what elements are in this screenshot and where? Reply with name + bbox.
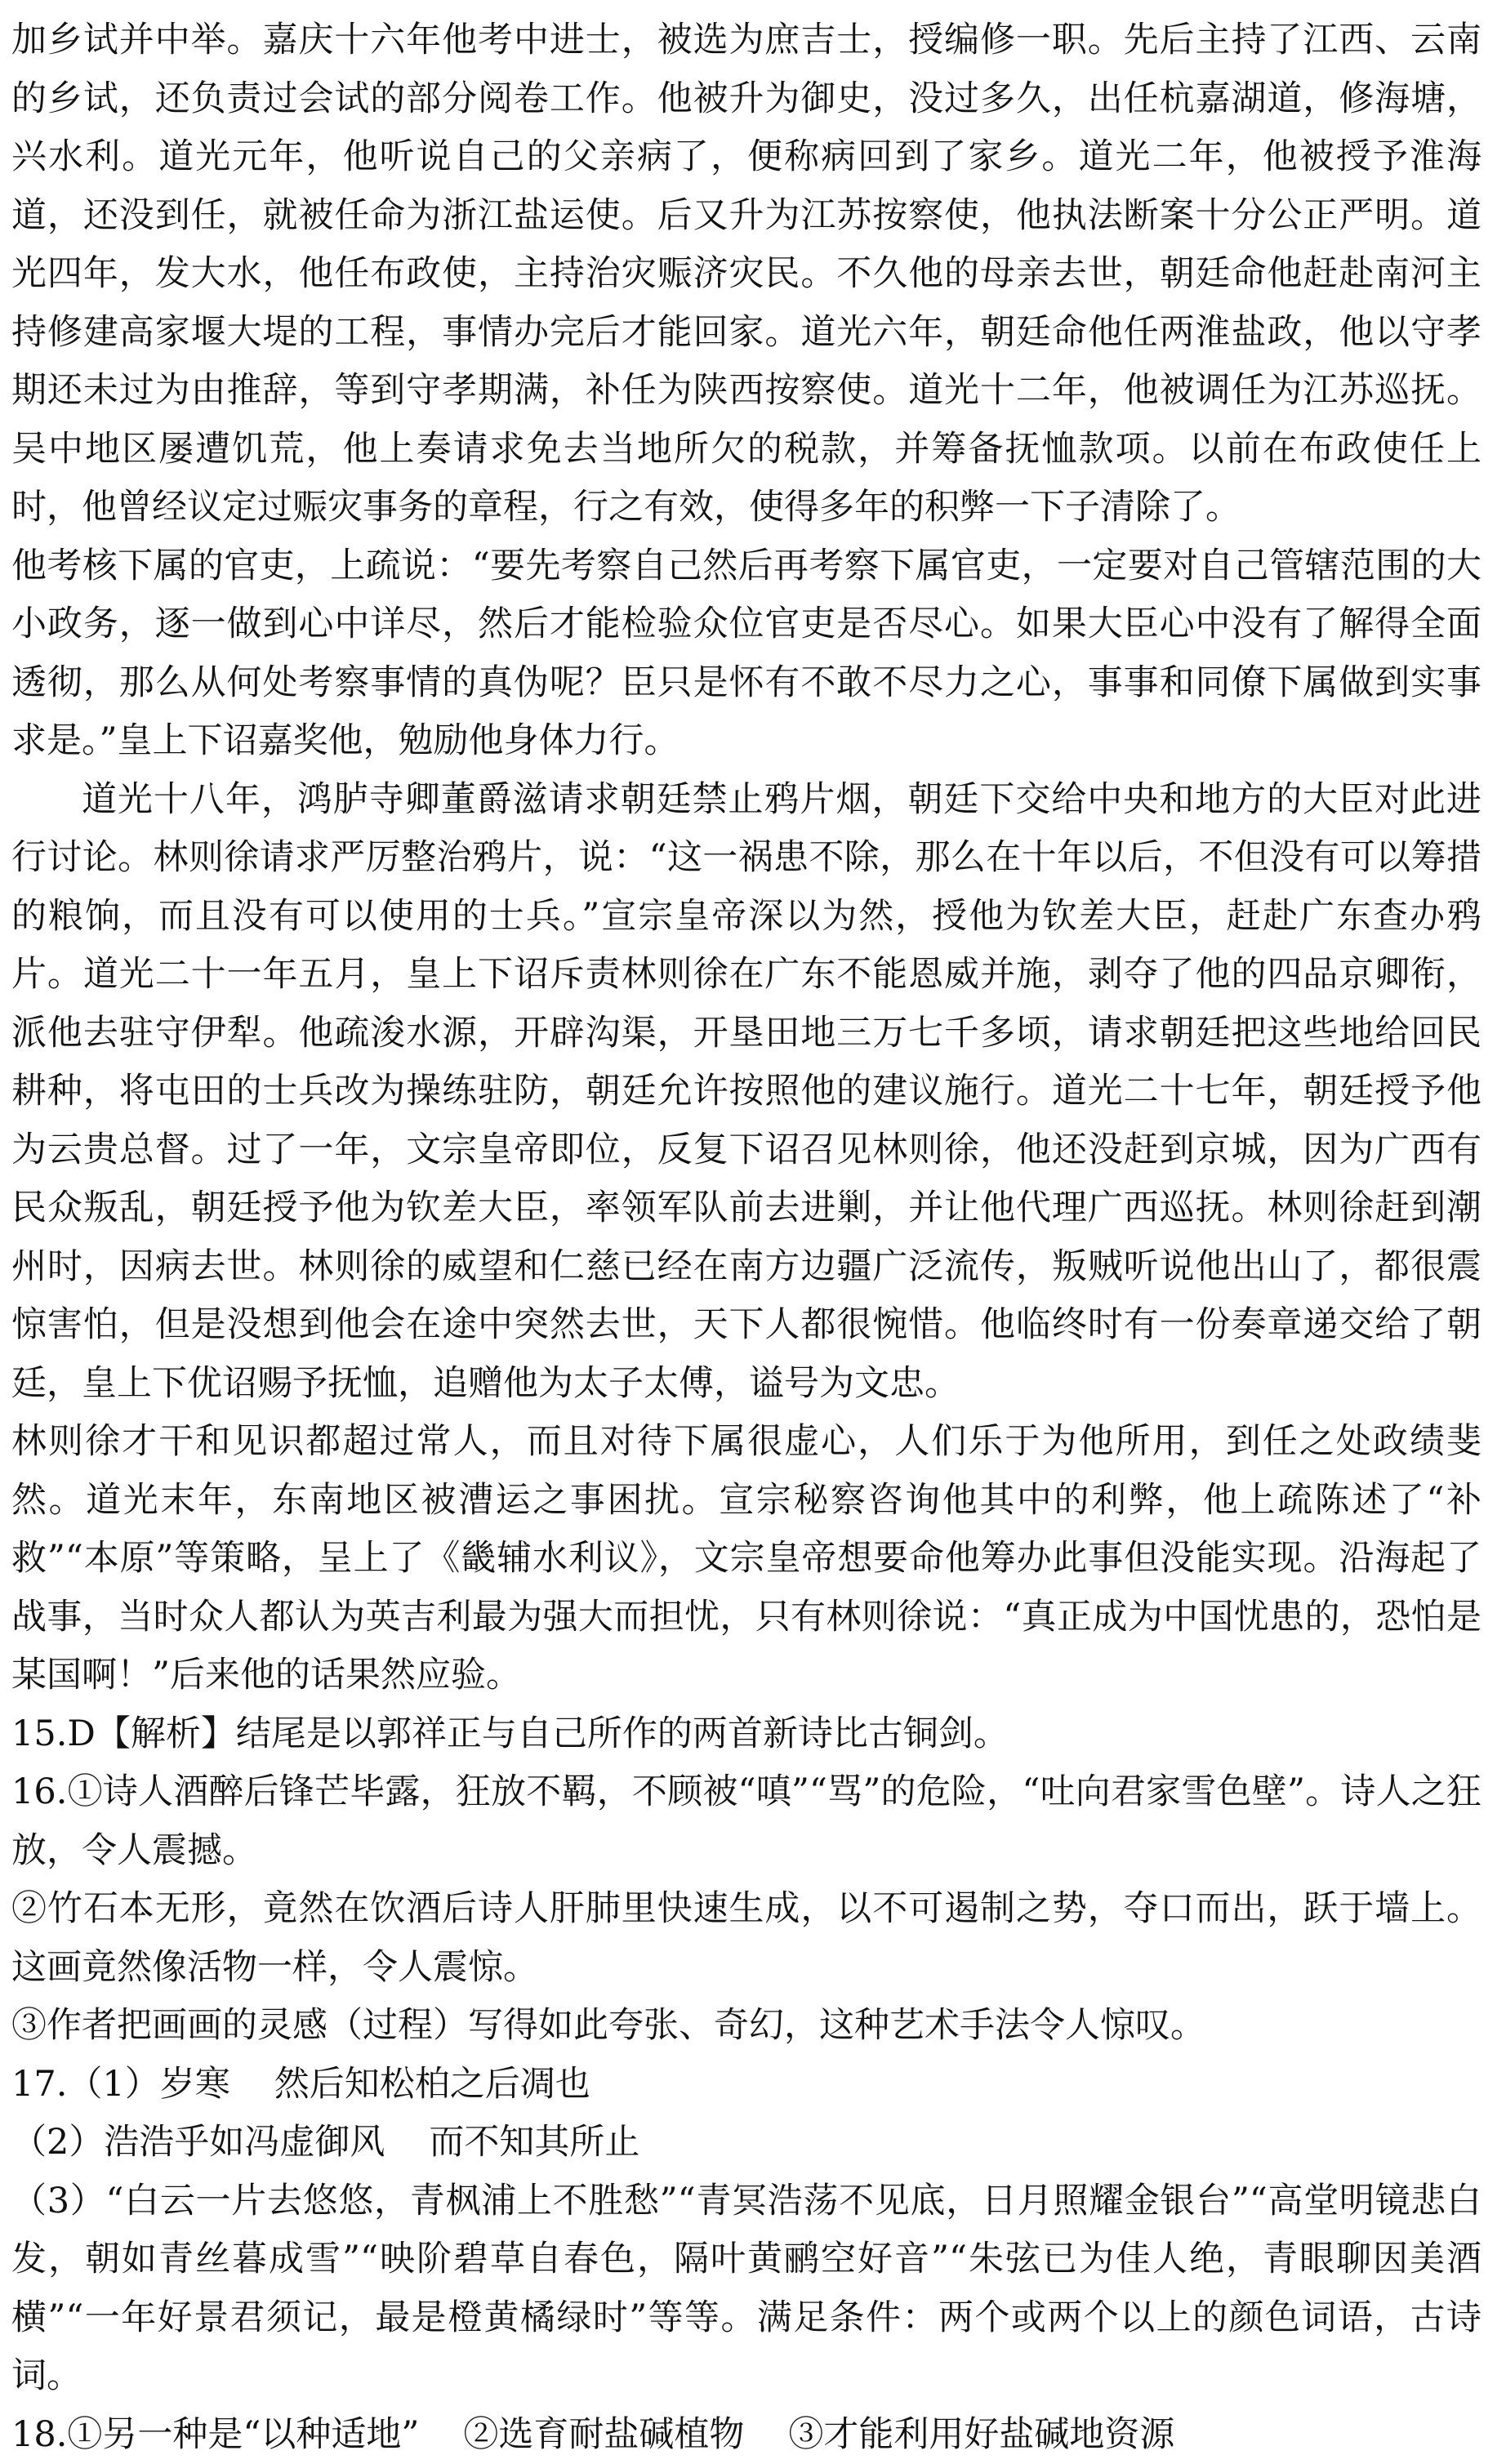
passage-paragraph-3: 道光十八年，鸿胪寺卿董爵滋请求朝廷禁止鸦片烟，朝廷下交给中央和地方的大臣对此进行讨论。林则徐请求严厉整治鸦片，说：“这一祸患不除，那么在十年以后，不但没有可以筹措的粮饷，而且没有可以使用的士兵。”宣宗皇帝深以为然，授他为钦差大臣，赶赴广东查办鸦片。道光二十一年五月，皇上下诏斥责林则徐在广东不能恩威并施，剥夺了他的四品京卿衔，派他去驻守伊犁。他疏浚水源，开辟沟渠，开垦田地三万七千多顷，请求朝廷把这些地给回民耕种，将屯田的士兵改为操练驻防，朝廷允许按照他的建议施行。道光二十七年，朝廷授予他为云贵总督。过了一年，文宗皇帝即位，反复下诏召见林则徐，他还没赶到京城，因为广西有民众叛乱，朝廷授予他为钦差大臣，率领军队前去进剿，并让他代理广西巡抚。林则徐赶到潮州时，因病去世。林则徐的威望和仁慈已经在南方边疆广泛流传，叛贼听说他出山了，都很震惊害怕，但是没想到他会在途中突然去世，天下人都很惋惜。他临终时有一份奏章递交给了朝廷，皇上下优诏赐予抚恤，追赠他为太子太傅，谥号为文忠。 — [11, 771, 1481, 1414]
answer-18-part-a: 18.①另一种是“以种适地” — [11, 2414, 419, 2455]
answer-15: 15.D【解析】结尾是以郭祥正与自己所作的两首新诗比古铜剑。 — [11, 1705, 1481, 1764]
passage-paragraph-2: 他考核下属的官吏，上疏说：“要先考察自己然后再考察下属官吏，一定要对自己管辖范围的大小政务，逐一做到心中详尽，然后才能检验众位官吏是否尽心。如果大臣心中没有了解得全面透彻，那么从何处考察事情的真伪呢？臣只是怀有不敢不尽力之心，事事和同僚下属做到实事求是。”皇上下诏嘉奖他，勉励他身体力行。 — [11, 537, 1481, 771]
answer-17-2 — [11, 2114, 1481, 2172]
answer-16-3: ③作者把画画的灵感（过程）写得如此夸张、奇幻，这种艺术手法令人惊叹。 — [11, 1997, 1481, 2056]
answer-17-3: （3）“白云一片去悠悠，青枫浦上不胜愁”“青冥浩荡不见底，日月照耀金银台”“高堂明镜悲白发，朝如青丝暮成雪”“映阶碧草自春色，隔叶黄鹂空好音”“朱弦已为佳人绝，青眼聊因美酒横”“一年好景君须记，最是橙黄橘绿时”等等。满足条件：两个或两个以上的颜色词语，古诗词。 — [11, 2172, 1481, 2406]
passage-paragraph-1: 加乡试并中举。嘉庆十六年他考中进士，被选为庶吉士，授编修一职。先后主持了江西、云南的乡试，还负责过会试的部分阅卷工作。他被升为御史，没过多久，出任杭嘉湖道，修海塘，兴水利。道光元年，他听说自己的父亲病了，便称病回到了家乡。道光二年，他被授予淮海道，还没到任，就被任命为浙江盐运使。后又升为江苏按察使，他执法断案十分公正严明。道光四年，发大水，他任布政使，主持治灾赈济灾民。不久他的母亲去世，朝廷命他赶赴南河主持修建高家堰大堤的工程，事情办完后才能回家。道光六年，朝廷命他任两淮盐政，他以守孝期还未过为由推辞，等到守孝期满，补任为陕西按察使。道光十二年，他被调任为江苏巡抚。吴中地区屡遭饥荒，他上奏请求免去当地所欠的税款，并筹备抚恤款项。以前在布政使任上时，他曾经议定过赈灾事务的章程，行之有效，使得多年的积弊一下子清除了。 — [11, 11, 1481, 537]
answer-17-1-part-b: 然后知松柏之后凋也 — [274, 2064, 590, 2105]
answer-18-part-b: ②选育耐盐碱植物 — [463, 2414, 744, 2455]
document-page — [11, 11, 1481, 2464]
answer-16-2: ②竹石本无形，竟然在饮酒后诗人肝肺里快速生成，以不可遏制之势，夺口而出，跃于墙上。这画竟然像活物一样，令人震惊。 — [11, 1880, 1481, 1997]
passage-paragraph-4: 林则徐才干和见识都超过常人，而且对待下属很虚心，人们乐于为他所用，到任之处政绩斐然。道光末年，东南地区被漕运之事困扰。宣宗秘察咨询他其中的利弊，他上疏陈述了“补救”“本原”等策略，呈上了《畿辅水利议》，文宗皇帝想要命他筹办此事但没能实现。沿海起了战事，当时众人都认为英吉利最为强大而担忧，只有林则徐说：“真正成为中国忧患的，恐怕是某国啊！”后来他的话果然应验。 — [11, 1413, 1481, 1705]
answer-17-2-part-b: 而不知其所止 — [429, 2122, 639, 2163]
answer-17-1 — [11, 2056, 1481, 2114]
answer-18-part-c: ③才能利用好盐碱地资源 — [788, 2414, 1174, 2455]
answer-17-2-part-a: （2）浩浩乎如冯虚御风 — [11, 2122, 385, 2163]
answer-16-1: 16.①诗人酒醉后锋芒毕露，狂放不羁，不顾被“嗔”“骂”的危险，“吐向君家雪色壁”。诗人之狂放，令人震撼。 — [11, 1763, 1481, 1880]
answer-17-1-part-a: 17.（1）岁寒 — [11, 2064, 230, 2105]
answer-18 — [11, 2406, 1481, 2464]
